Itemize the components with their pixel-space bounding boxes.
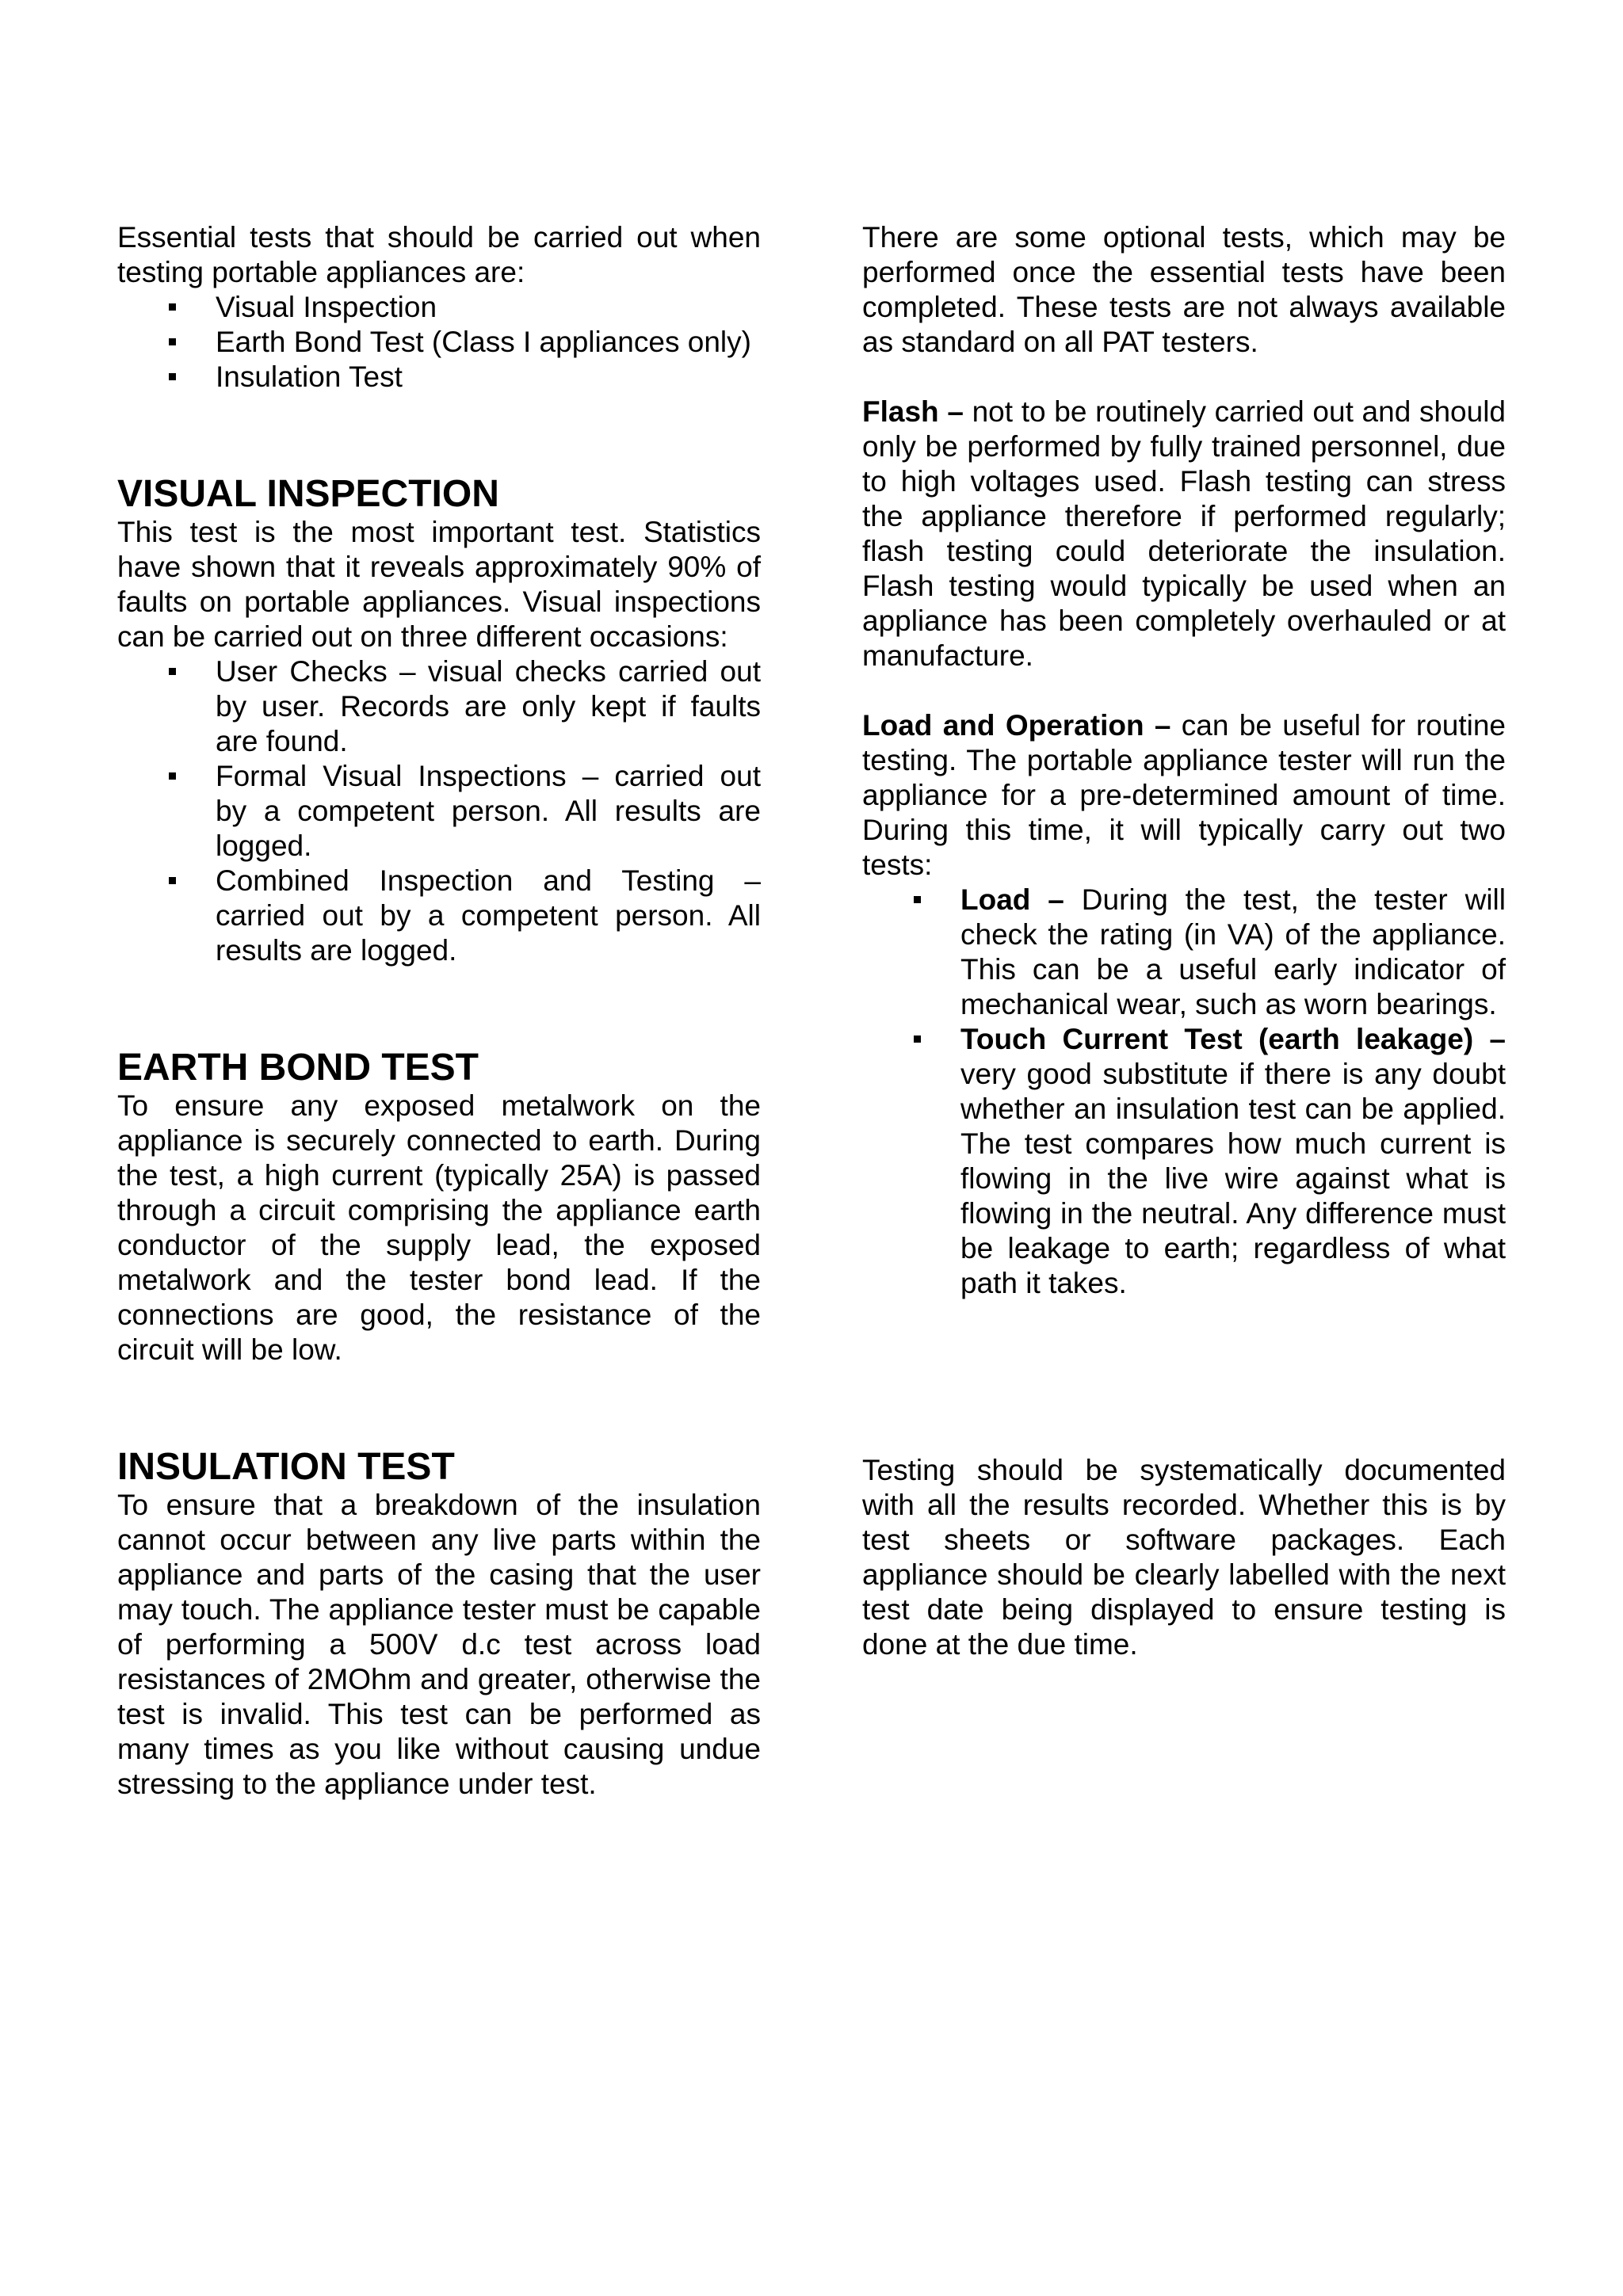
list-item bbox=[862, 883, 1506, 1022]
insulation-body: To ensure that a breakdown of the insulation cannot occur between any live parts within the appliance and parts of the casing that the user may touch. The appliance tester must be capable of performing a 500V d.c test across load resistances of 2MOhm and greater, otherwise the test is invalid. This test can be performed as many times as you like without causing undue stressing to the appliance under test. bbox=[117, 1489, 761, 1800]
optional-tests-paragraph: There are some optional tests, which may be performed once the essential tests have been completed. These tests are not always available as standard on all PAT testers. bbox=[862, 221, 1506, 358]
load-operation-paragraph bbox=[862, 708, 1506, 883]
list-item bbox=[862, 1022, 1506, 1301]
insulation-heading: INSULATION TEST bbox=[117, 1446, 455, 1488]
load-operation-list bbox=[862, 883, 1506, 1301]
left-column bbox=[117, 220, 761, 1802]
list-item: Visual Inspection bbox=[117, 290, 761, 325]
load-body: During the test, the tester will check the rating (in VA) of the appliance. This can be a useful early indicator of mechanical wear, such as worn bearings. bbox=[960, 883, 1506, 1020]
flash-body: not to be routinely carried out and should only be performed by fully trained personnel, due to high voltages used. Flash testing can stress the appliance therefore if performed regularly; flash testing could deteriorate the insulation. Flash testing would typically be used when an appliance has been completely overhauled or at manufacture. bbox=[862, 395, 1506, 672]
touch-current-label: Touch Current Test (earth leakage) – bbox=[960, 1023, 1506, 1055]
earth-bond-heading: EARTH BOND TEST bbox=[117, 1047, 479, 1089]
load-operation-body: can be useful for routine testing. The portable appliance tester will run the appliance for a pre-determined amount of time. During this time, it will typically carry out two tests: bbox=[862, 709, 1506, 881]
list-item: Earth Bond Test (Class I appliances only) bbox=[117, 325, 761, 360]
earth-bond-body: To ensure any exposed metalwork on the appliance is securely connected to earth. During the test, a high current (typically 25A) is passed through a circuit comprising the appliance earth conductor of the supply lead, the exposed metalwork and the tester bond lead. If the connections are good, the resistance of the circuit will be low. bbox=[117, 1089, 761, 1366]
documentation-paragraph: Testing should be systematically documented with all the results recorded. Whether this is by test sheets or software packages. Each appliance should be clearly labelled with the next test date being displayed to ensure testing is done at the due time. bbox=[862, 1454, 1506, 1661]
intro-paragraph: Essential tests that should be carried out when testing portable appliances are: bbox=[117, 221, 761, 288]
essential-tests-list bbox=[117, 290, 761, 395]
right-column bbox=[862, 220, 1506, 1662]
visual-inspection-heading: VISUAL INSPECTION bbox=[117, 473, 499, 515]
visual-inspection-list bbox=[117, 654, 761, 968]
load-operation-label: Load and Operation – bbox=[862, 709, 1171, 742]
list-item: Formal Visual Inspections – carried out by a competent person. All results are logged. bbox=[117, 759, 761, 864]
list-item: User Checks – visual checks carried out by user. Records are only kept if faults are found. bbox=[117, 654, 761, 759]
load-label: Load – bbox=[960, 883, 1064, 916]
list-item: Combined Inspection and Testing – carried out by a competent person. All results are logged. bbox=[117, 864, 761, 968]
flash-label: Flash – bbox=[862, 395, 964, 428]
visual-inspection-body: This test is the most important test. Statistics have shown that it reveals approximately 90% of faults on portable appliances. Visual inspections can be carried out on three different occasions: bbox=[117, 516, 761, 653]
flash-paragraph bbox=[862, 395, 1506, 673]
touch-current-body: very good substitute if there is any doubt whether an insulation test can be applied. The test compares how much current is flowing in the live wire against what is flowing in the neutral. Any difference must be leakage to earth; regardless of what path it takes. bbox=[960, 1058, 1506, 1299]
list-item: Insulation Test bbox=[117, 360, 761, 395]
